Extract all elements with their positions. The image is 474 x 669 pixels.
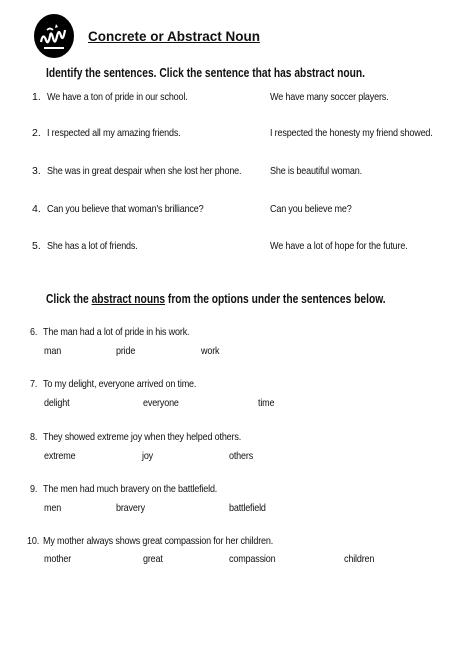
sentence-option-a[interactable]: We have a ton of pride in our school. bbox=[47, 91, 188, 103]
noun-option[interactable]: children bbox=[344, 553, 375, 565]
question-number: 5. bbox=[32, 240, 41, 252]
sentence-option-a[interactable]: Can you believe that woman's brilliance? bbox=[47, 203, 204, 215]
noun-option[interactable]: battlefield bbox=[229, 502, 266, 514]
abstract-nouns-term: abstract nouns bbox=[91, 292, 166, 306]
sentence-option-b[interactable]: I respected the honesty my friend showed. bbox=[270, 127, 433, 139]
question-number: 6. bbox=[30, 326, 38, 338]
question-number: 10. bbox=[27, 535, 40, 547]
noun-option[interactable]: everyone bbox=[143, 397, 179, 409]
question-number: 7. bbox=[30, 378, 38, 390]
noun-option[interactable]: delight bbox=[44, 397, 70, 409]
noun-option[interactable]: time bbox=[258, 397, 275, 409]
section1-instruction: Identify the sentences. Click the sentence that has abstract noun. bbox=[46, 66, 365, 80]
question-sentence: The men had much bravery on the battlefield. bbox=[43, 483, 218, 495]
sentence-option-b[interactable]: She is beautiful woman. bbox=[270, 165, 362, 177]
question-number: 3. bbox=[32, 165, 41, 177]
sentence-option-b[interactable]: We have many soccer players. bbox=[270, 91, 389, 103]
question-sentence: To my delight, everyone arrived on time. bbox=[43, 378, 197, 390]
noun-option[interactable]: man bbox=[44, 345, 62, 357]
noun-option[interactable]: compassion bbox=[229, 553, 276, 565]
question-sentence: They showed extreme joy when they helped others. bbox=[43, 431, 242, 443]
sentence-option-b[interactable]: We have a lot of hope for the future. bbox=[270, 240, 408, 252]
noun-option[interactable]: great bbox=[143, 553, 163, 565]
question-number: 8. bbox=[30, 431, 38, 443]
question-number: 1. bbox=[32, 91, 41, 103]
sentence-option-a[interactable]: She was in great despair when she lost her phone. bbox=[47, 165, 242, 177]
section2-instruction: Click the abstract nouns from the options under the sentences below. bbox=[46, 292, 386, 306]
school-logo-icon bbox=[32, 12, 76, 60]
question-number: 9. bbox=[30, 483, 38, 495]
noun-option[interactable]: work bbox=[201, 345, 220, 357]
sentence-option-a[interactable]: I respected all my amazing friends. bbox=[47, 127, 181, 139]
noun-option[interactable]: bravery bbox=[116, 502, 145, 514]
page-title: Concrete or Abstract Noun bbox=[88, 29, 261, 44]
sentence-option-b[interactable]: Can you believe me? bbox=[270, 203, 352, 215]
noun-option[interactable]: extreme bbox=[44, 450, 76, 462]
question-number: 4. bbox=[32, 203, 41, 215]
noun-option[interactable]: men bbox=[44, 502, 62, 514]
noun-option[interactable]: joy bbox=[142, 450, 154, 462]
noun-option[interactable]: mother bbox=[44, 553, 72, 565]
question-sentence: My mother always shows great compassion for her children. bbox=[43, 535, 274, 547]
question-sentence: The man had a lot of pride in his work. bbox=[43, 326, 190, 338]
noun-option[interactable]: others bbox=[229, 450, 254, 462]
sentence-option-a[interactable]: She has a lot of friends. bbox=[47, 240, 138, 252]
question-number: 2. bbox=[32, 127, 41, 139]
noun-option[interactable]: pride bbox=[116, 345, 136, 357]
